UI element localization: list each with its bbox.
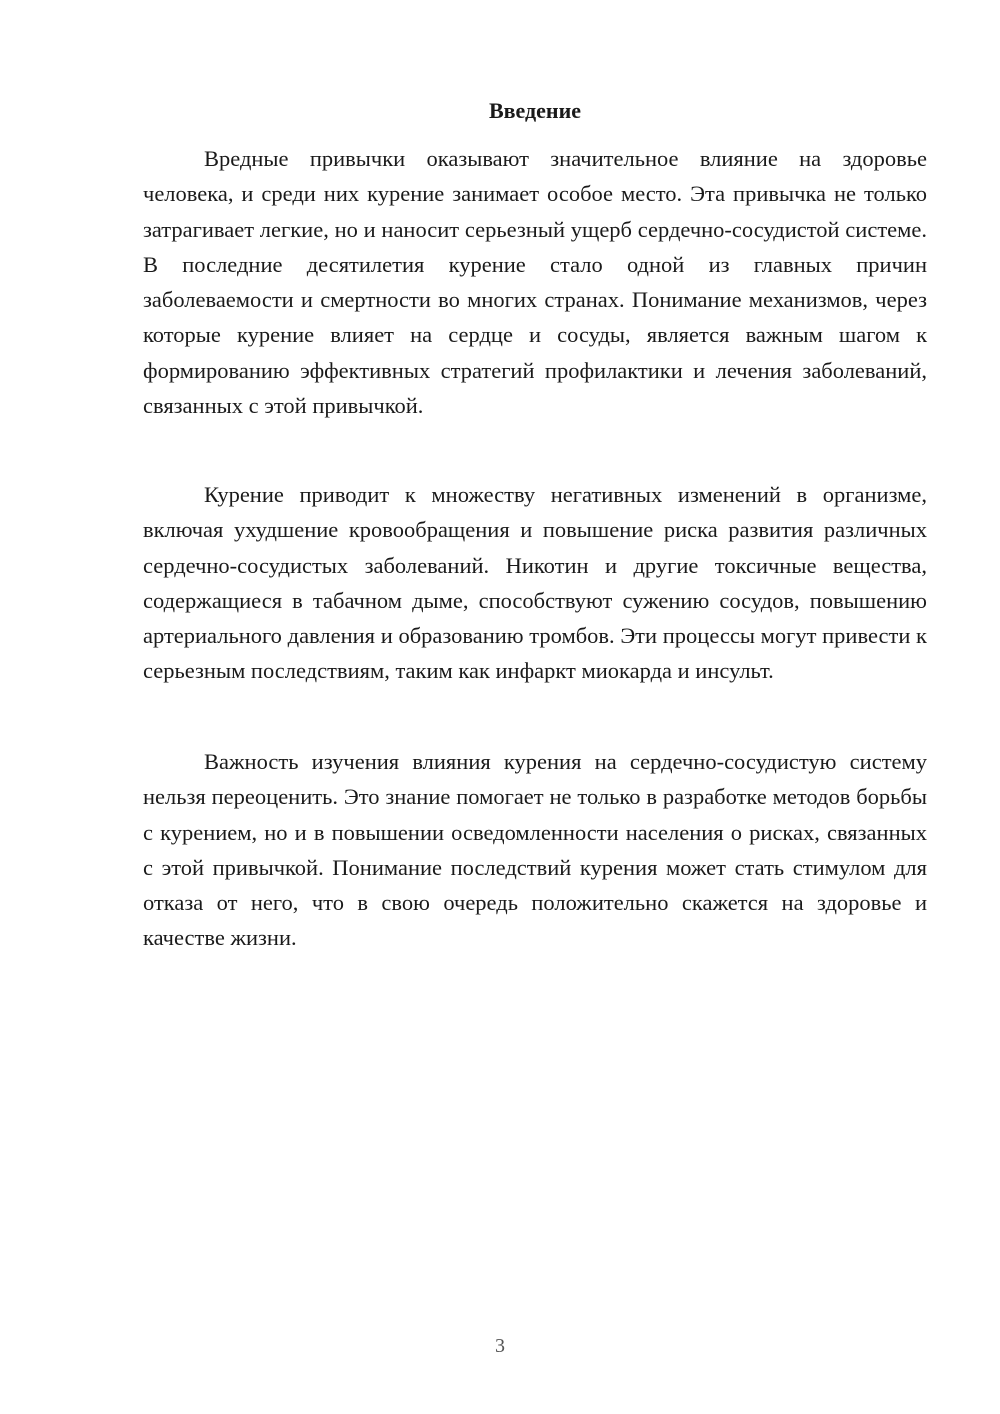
section-heading: Введение [488,98,582,123]
paragraph-1: Вредные привычки оказывают значительное влияние на здоровье человека, и среди них курение занимает особое место. Эта привычка не только затрагивает легкие, но и наносит серьезный ущерб сердечно-сосудистой системе. В последние десятилетия курение стало одной из главных причин заболеваемости и смертности во многих странах. Понимание механизмов, через которые курение влияет на сердце и сосуды, является важным шагом к формированию эффективных стратегий профилактики и лечения заболеваний, связанных с этой привычкой. [143,146,927,419]
page-number: 3 [495,1335,505,1357]
paragraph-3: Важность изучения влияния курения на сердечно-сосудистую систему нельзя переоценить. Это знание помогает не только в разработке методов борьбы с курением, но и в повышении осведомленности населения о рисках, связанных с этой привычкой. Понимание последствий курения может стать стимулом для отказа от него, что в свою очередь положительно скажется на здоровье и качестве жизни. [143,749,927,951]
paragraph-2: Курение приводит к множеству негативных изменений в организме, включая ухудшение кровообращения и повышение риска развития различных сердечно-сосудистых заболеваний. Никотин и другие токсичные вещества, содержащиеся в табачном дыме, способствуют сужению сосудов, повышению артериального давления и образованию тромбов. Эти процессы могут привести к серьезным последствиям, таким как инфаркт миокарда и инсульт. [143,482,927,684]
